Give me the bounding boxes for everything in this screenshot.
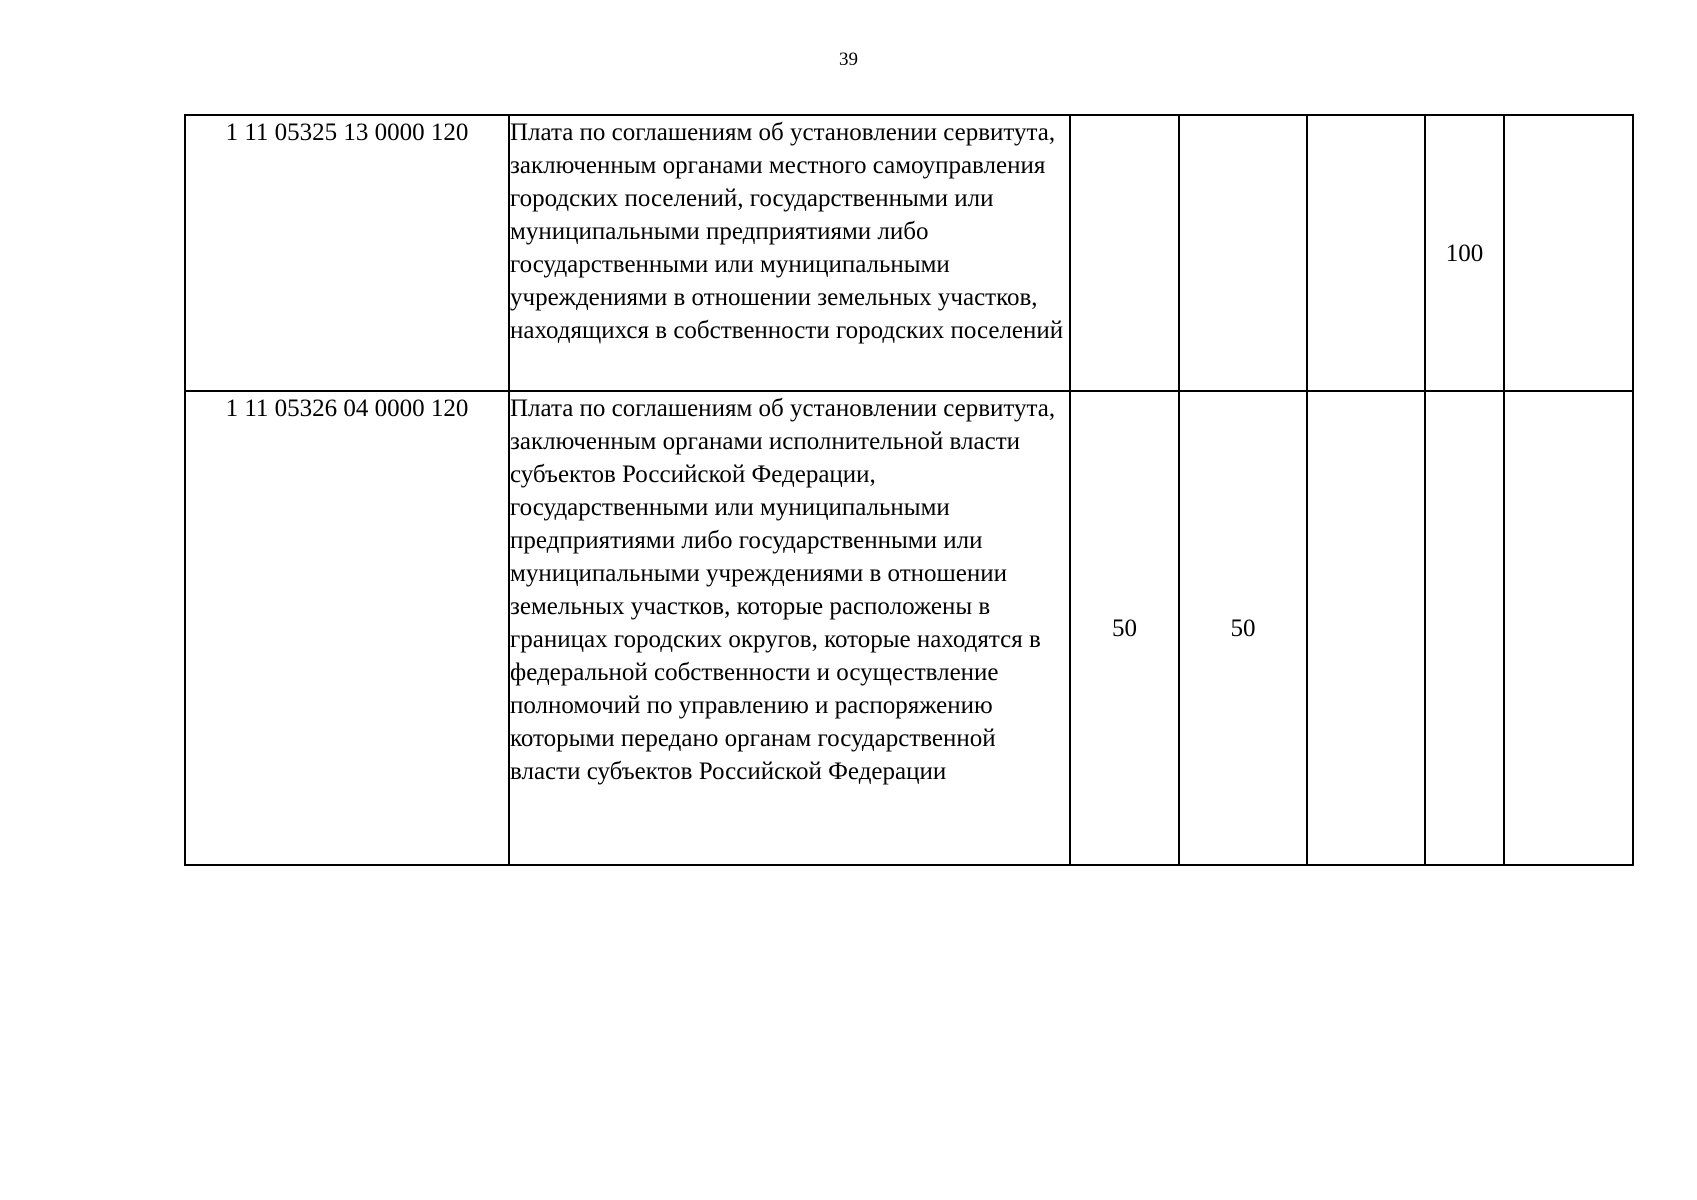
- value-cell-3: [1307, 391, 1425, 865]
- value-cell-1: [1070, 115, 1179, 391]
- value-cell-4: [1425, 391, 1504, 865]
- description-cell: Плата по соглашениям об установлении сервитута, заключенным органами местного самоуправления городских поселений, государственными или муниципальными предприятиями либо государственными или муниципальными учреждениями в отношении земельных участков, находящихся в собственности городских поселений: [509, 115, 1070, 391]
- table-row: [185, 115, 1633, 391]
- value-cell-3: [1307, 115, 1425, 391]
- value-cell-2: [1179, 115, 1307, 391]
- value-cell-5: [1504, 391, 1633, 865]
- budget-table: [184, 114, 1634, 866]
- budget-code-cell: 1 11 05326 04 0000 120: [185, 391, 509, 865]
- table-row: [185, 391, 1633, 865]
- value-cell-2: 50: [1179, 391, 1307, 865]
- value-cell-1: 50: [1070, 391, 1179, 865]
- value-cell-5: [1504, 115, 1633, 391]
- value-cell-4: 100: [1425, 115, 1504, 391]
- budget-code-cell: 1 11 05325 13 0000 120: [185, 115, 509, 391]
- description-cell: Плата по соглашениям об установлении сервитута, заключенным органами исполнительной власти субъектов Российской Федерации, государственными или муниципальными предприятиями либо государственными или муниципальными учреждениями в отношении земельных участков, которые расположены в границах городских округов, которые находятся в федеральной собственности и осуществление полномочий по управлению и распоряжению которыми передано органам государственной власти субъектов Российской Федерации: [509, 391, 1070, 865]
- page-number: 39: [839, 49, 858, 70]
